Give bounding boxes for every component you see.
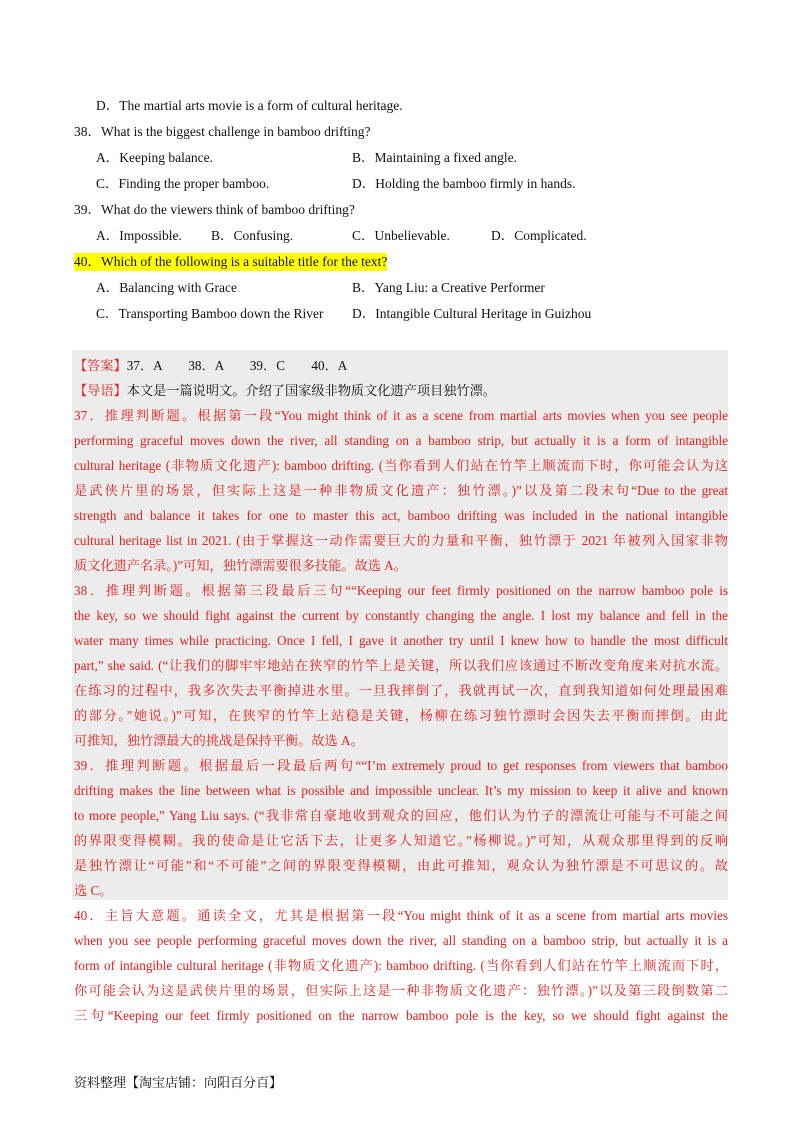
- guide-text: 本文是一篇说明文。介绍了国家级非物质文化遗产项目独竹漂。: [126, 383, 496, 398]
- q38-stem: 38．What is the biggest challenge in bamboo drifting?: [74, 124, 371, 139]
- q39-option-a: A．Impossible.: [96, 228, 182, 243]
- explanation-line: 是武侠片里的场景，但实际上这是一种非物质文化遗产：独竹漂。)”以及第二段末句“Due to the great: [74, 483, 728, 498]
- explanation-line: 39．推理判断题。根据最后一段最后两句““I’m extremely proud to get responses from viewers that bamboo: [74, 758, 728, 773]
- explanation-line: performing graceful moves down the river, all standing on a bamboo strip, but actually it is a form of intangible: [74, 433, 728, 448]
- q38-option-c: C．Finding the proper bamboo.: [96, 176, 270, 191]
- explanation-line: drifting makes the line between what is possible and impossible unclear. It’s my mission to keep it alive and known: [74, 783, 728, 798]
- q39-stem: 39．What do the viewers think of bamboo drifting?: [74, 202, 355, 217]
- answer-line: [74, 353, 728, 378]
- explanation-line: 三句“Keeping our feet firmly positioned on the narrow bamboo pole is the key, so we should fight against the: [74, 1008, 728, 1023]
- explanation-line: 的部分。”她说。)”可知，在狭窄的竹竿上站稳是关键，杨柳在练习独竹漂时会因失去平衡而摔倒。由此: [74, 708, 728, 723]
- q40-option-b: B．Yang Liu: a Creative Performer: [352, 280, 545, 295]
- explanation-line: 38．推理判断题。根据第三段最后三句““Keeping our feet firmly positioned on the narrow bamboo pole is: [74, 583, 728, 598]
- q39-option-b: B．Confusing.: [211, 228, 294, 243]
- explanation-line: part,” she said. (“让我们的脚牢牢地站在狭窄的竹竿上是关键，所以我们应该通过不断改变角度来对抗水流。: [74, 658, 728, 673]
- guide-line: [74, 378, 728, 403]
- q40-option-d: D．Intangible Cultural Heritage in Guizhou: [352, 306, 592, 321]
- answer-tag: 【答案】: [74, 358, 127, 373]
- explanation-line: when you see people performing graceful moves down the river, all standing on a bamboo strip, but actually it is a: [74, 933, 728, 948]
- answer-values: 37．A 38．A 39．C 40．A: [126, 358, 348, 373]
- q40-option-a: A．Balancing with Grace: [96, 280, 237, 295]
- explanation-line: strength and balance it takes for one to master this act, bamboo drifting was included in the national intangible: [74, 508, 728, 523]
- q37-option-d: D．The martial arts movie is a form of cultural heritage.: [96, 98, 403, 113]
- explanation-line: 40．主旨大意题。通读全文，尤其是根据第一段“You might think of it as a scene from martial arts movies: [74, 908, 728, 923]
- explanation-line: 可推知，独竹漂最大的挑战是保持平衡。故选 A。: [74, 733, 364, 748]
- explanation-line: form of intangible cultural heritage (非物质文化遗产): bamboo drifting. (当你看到人们站在竹竿上顺流而下时，: [74, 958, 728, 973]
- explanation-line: 在练习的过程中，我多次失去平衡掉进水里。一旦我摔倒了，我就再试一次，直到我知道如何处理最困难: [74, 683, 728, 698]
- explanation-line: 质文化遗产名录。)”可知，独竹漂需要很多技能。故选 A。: [74, 558, 407, 573]
- explanation-line: 你可能会认为这是武侠片里的场景，但实际上这是一种非物质文化遗产：独竹漂。)”以及第三段倒数第二: [74, 983, 728, 998]
- q38-option-a: A．Keeping balance.: [96, 150, 213, 165]
- page-footer: 资料整理【淘宝店铺：向阳百分百】: [74, 1075, 283, 1090]
- explanation-line: the key, so we should fight against the current by constantly changing the angle. I lost my balance and fell in the: [74, 608, 728, 623]
- explanation-line: to more people,” Yang Liu says. (“我非常自豪地收到观众的回应，他们认为竹子的漂流让可能与不可能之间: [74, 808, 728, 823]
- q38-option-b: B．Maintaining a fixed angle.: [352, 150, 517, 165]
- guide-tag: 【导语】: [74, 383, 127, 398]
- q40-stem: 40．Which of the following is a suitable title for the text?: [74, 254, 388, 269]
- explanation-line: 选 C。: [74, 883, 113, 898]
- explanation-line: 的界限变得模糊。我的使命是让它活下去，让更多人知道它。”杨柳说。)”可知，从观众那里得到的反响: [74, 833, 728, 848]
- explanation-line: water many times while practicing. Once I fell, I gave it another try until I knew how to handle the most difficult: [74, 633, 728, 648]
- q38-option-d: D．Holding the bamboo firmly in hands.: [352, 176, 576, 191]
- q39-option-c: C．Unbelievable.: [352, 228, 450, 243]
- explanation-line: cultural heritage list in 2021. (由于掌握这一动作需要巨大的力量和平衡，独竹漂于 2021 年被列入国家非物: [74, 533, 728, 548]
- explanation-line: 37．推理判断题。根据第一段“You might think of it as a scene from martial arts movies when you see people: [74, 408, 728, 423]
- explanation-line: cultural heritage (非物质文化遗产): bamboo drifting. (当你看到人们站在竹竿上顺流而下时，你可能会认为这: [74, 458, 728, 473]
- q39-option-d: D．Complicated.: [491, 228, 587, 243]
- q40-option-c: C．Transporting Bamboo down the River: [96, 306, 324, 321]
- explanation-line: 是独竹漂让“可能”和“不可能”之间的界限变得模糊，由此可推知，观众认为独竹漂是不可思议的。故: [74, 858, 728, 873]
